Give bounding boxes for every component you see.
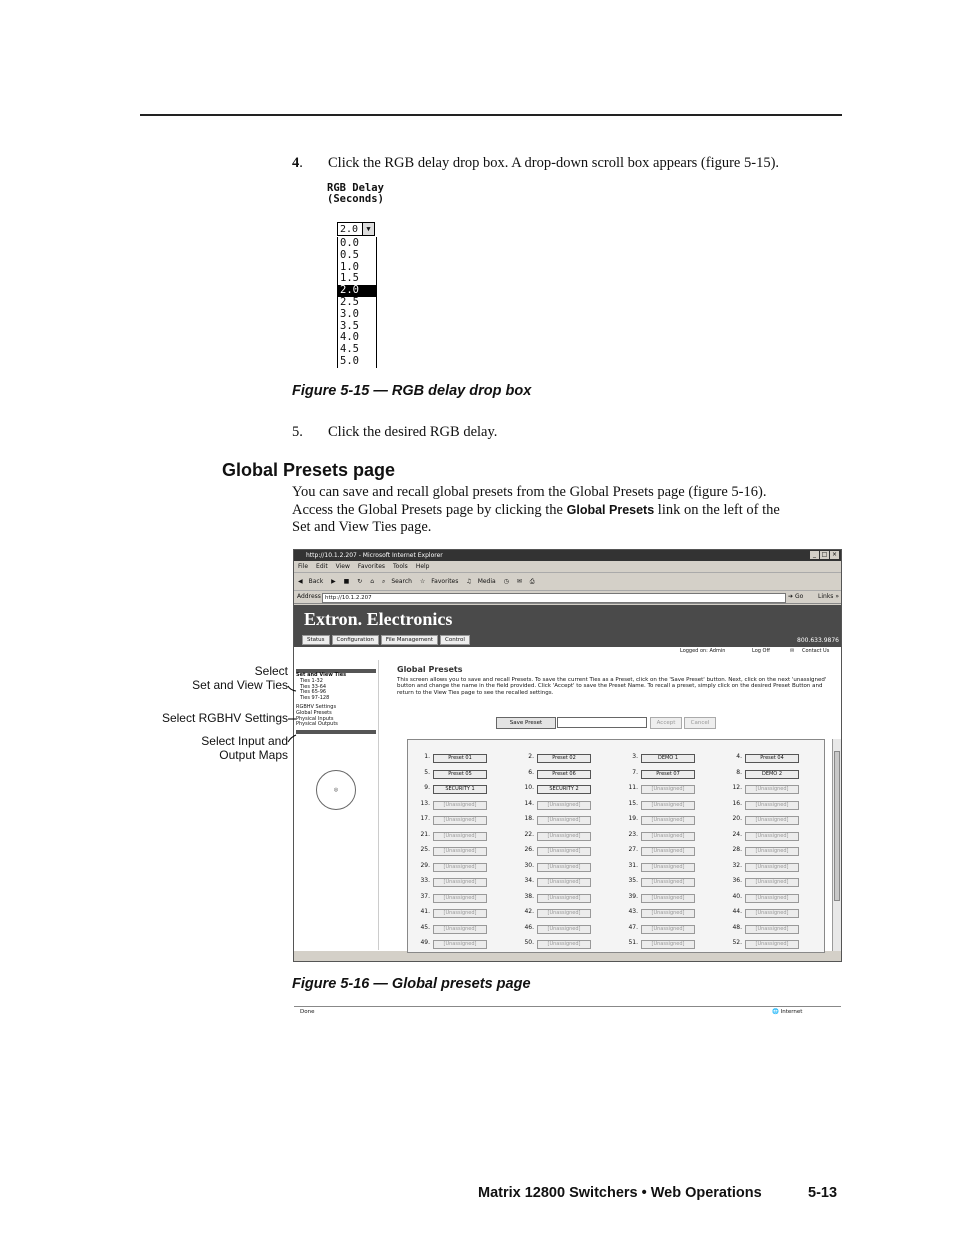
preset-number: 40. [732,892,742,900]
preset-number: 24. [732,830,742,838]
rgb-delay-selected-value: 2.0 [340,224,359,235]
preset-number: 16. [732,799,742,807]
preset-number: 2. [528,753,534,760]
preset-name-input[interactable] [557,717,647,728]
preset-button[interactable]: [Unassigned] [641,847,695,856]
preset-number: 46. [524,923,534,931]
rgb-delay-option[interactable]: 3.0 [340,307,359,320]
preset-button[interactable]: [Unassigned] [745,940,799,949]
preset-button[interactable]: [Unassigned] [641,909,695,918]
preset-number: 33. [420,877,430,884]
rgb-delay-option[interactable]: 0.5 [340,248,359,261]
preset-button[interactable]: [Unassigned] [745,816,799,825]
body-line-2: Access the Global Presets page by clicking the Global Presets link on the left of the [292,501,780,518]
go-button[interactable]: ➔ Go [788,593,804,600]
sidebar-divider [378,660,379,950]
rgb-delay-title-line1: RGB Delay [327,182,384,194]
preset-number: 10. [524,784,534,791]
global-presets-link-text: Global Presets [566,502,655,517]
preset-number: 9. [424,784,430,791]
sidebar-items [296,673,376,728]
preset-number: 27. [628,846,638,853]
rgb-delay-options-list[interactable] [337,237,377,368]
tab-file-management[interactable]: File Management [381,635,438,645]
preset-number: 18. [524,815,534,822]
footer-page-number: 5-13 [808,1185,838,1201]
search-icon: ⌕ [381,578,386,585]
address-input[interactable]: http://10.1.2.207 [322,593,786,603]
search-button[interactable]: Search [391,578,412,585]
menu-item-view[interactable]: View [335,563,350,570]
body-line-3: Set and View Ties page. [292,519,432,535]
preset-button[interactable]: [Unassigned] [433,863,487,872]
status-done: Done [300,1009,315,1015]
preset-number: 23. [628,830,638,838]
tab-configuration[interactable]: Configuration [332,635,379,645]
preset-number: 26. [524,846,534,853]
preset-number: 14. [524,799,534,807]
preset-button[interactable]: [Unassigned] [537,863,591,872]
favorites-icon: ☆ [419,578,426,585]
minimize-icon[interactable]: _ [810,551,819,559]
menu-item-tools[interactable]: Tools [393,563,408,570]
preset-number: 4. [736,753,742,760]
close-icon[interactable]: × [831,551,838,558]
preset-button[interactable]: [Unassigned] [537,909,591,918]
extron-banner [294,605,841,647]
preset-button[interactable]: [Unassigned] [641,940,695,949]
preset-number: 41. [420,908,430,915]
tab-control[interactable]: Control [440,635,470,645]
preset-button[interactable]: [Unassigned] [537,925,591,934]
log-off-link[interactable]: Log Off [752,648,770,654]
favorites-button[interactable]: Favorites [431,578,459,585]
preset-button[interactable]: [Unassigned] [433,847,487,856]
preset-number: 44. [732,908,742,915]
preset-button[interactable]: Preset 02 [537,754,591,763]
header-rule [140,114,842,116]
browser-menubar [294,561,841,573]
callout-3-line-1: Select Input and [201,734,288,748]
preset-button[interactable]: [Unassigned] [745,925,799,934]
scrollbar-thumb[interactable] [834,751,840,901]
home-icon[interactable]: ⌂ [370,578,375,585]
menu-item-help[interactable]: Help [415,563,430,570]
menu-item-file[interactable]: File [298,563,309,570]
preset-number: 49. [420,939,430,946]
address-label: Address [297,593,321,600]
back-button[interactable]: Back [308,578,324,585]
preset-button[interactable]: Preset 04 [745,754,799,763]
preset-number: 35. [628,877,638,884]
sidebar-item[interactable]: Set and View Ties [296,672,347,678]
preset-number: 47. [628,923,638,931]
preset-button[interactable]: [Unassigned] [745,832,799,841]
window-controls [810,551,839,559]
preset-button[interactable]: [Unassigned] [641,925,695,934]
preset-number: 13. [420,799,430,807]
media-icon: ♫ [466,578,472,585]
footer-title: Matrix 12800 Switchers • Web Operations [478,1185,762,1201]
preset-button[interactable]: [Unassigned] [745,894,799,903]
preset-number: 39. [628,892,638,900]
sidebar-item[interactable]: Ties 33-64 [300,683,327,690]
print-icon[interactable]: ⎙ [529,578,535,585]
status-bar [294,1006,841,1016]
preset-number: 30. [524,861,534,869]
rgb-delay-option[interactable]: 4.5 [340,343,359,356]
leader-line-3 [288,735,296,742]
sidebar-item[interactable]: RGBHV Settings [296,703,337,710]
preset-number: 36. [732,877,742,884]
rgb-delay-option[interactable]: 3.5 [340,319,359,332]
callout-rgbhv-settings: Select RGBHV Settings [161,711,288,725]
rgb-delay-option[interactable]: 5.0 [340,354,359,367]
preset-button[interactable]: [Unassigned] [537,801,591,810]
mail-icon: ✉ [790,648,795,654]
body-line-1: You can save and recall global presets from the Global Presets page (figure 5-16). [292,484,767,500]
save-preset-button[interactable]: Save Preset [496,717,556,729]
preset-number: 15. [628,799,638,807]
preset-button[interactable]: [Unassigned] [745,785,799,794]
page-description: This screen allows you to save and recall Presets. To save the current Ties as a Preset, click on the 'Save Preset' button. Next, click on the next 'unassigned' button and change the name in the field provided. Click 'Accept' to save the Preset Name. To recall a preset, simply click on the desired Preset Button and return to the View Ties page to see the recalled settings. [397,676,827,696]
preset-button[interactable]: [Unassigned] [537,832,591,841]
maximize-icon[interactable]: □ [821,551,828,558]
rgb-delay-select[interactable] [337,222,375,236]
internet-zone: 🌐 Internet [772,1009,803,1015]
preset-button[interactable]: [Unassigned] [433,832,487,841]
browser-toolbar [294,573,841,591]
preset-grid [407,739,825,953]
preset-button[interactable]: [Unassigned] [433,801,487,810]
preset-number: 21. [420,830,430,838]
preset-button[interactable]: Preset 05 [433,770,487,779]
step-5-number: 5. [292,424,303,440]
step-4-text: Click the RGB delay drop box. A drop-down scroll box appears (figure 5-15). [328,155,780,171]
login-bar [294,647,841,655]
preset-number: 50. [524,939,534,946]
preset-number: 12. [732,784,742,791]
preset-button[interactable]: [Unassigned] [433,816,487,825]
preset-number: 6. [528,768,534,776]
phone-number: 800.633.9876 [797,637,839,644]
preset-button[interactable]: Preset 07 [641,770,695,779]
preset-number: 22. [524,830,534,838]
browser-title: http://10.1.2.207 - Microsoft Internet Explorer [306,552,443,559]
browser-titlebar [294,550,841,561]
rgb-delay-title [327,183,384,205]
menu-item-edit[interactable]: Edit [316,563,328,570]
preset-number: 1. [424,753,430,760]
preset-button[interactable]: [Unassigned] [537,847,591,856]
preset-number: 25. [420,846,430,853]
cancel-button[interactable]: Cancel [684,717,716,729]
preset-button[interactable]: [Unassigned] [745,909,799,918]
sidebar-item[interactable]: Physical Outputs [296,721,338,728]
preset-button[interactable]: [Unassigned] [433,909,487,918]
preset-button[interactable]: [Unassigned] [745,878,799,887]
preset-button[interactable]: [Unassigned] [745,847,799,856]
preset-button[interactable]: [Unassigned] [641,863,695,872]
menu-item-favorites[interactable]: Favorites [357,563,386,570]
preset-button[interactable]: Preset 01 [433,754,487,763]
preset-number: 31. [628,861,638,869]
preset-number: 37. [420,892,430,900]
preset-number: 8. [736,768,742,776]
preset-button[interactable]: Preset 06 [537,770,591,779]
callout-input-output-maps [150,734,288,762]
preset-button[interactable]: [Unassigned] [745,863,799,872]
preset-button[interactable]: [Unassigned] [641,801,695,810]
preset-number: 20. [732,815,742,822]
logged-on-text: Logged on: Admin [680,648,726,654]
refresh-icon[interactable]: ↻ [357,578,363,585]
stop-icon[interactable]: ■ [343,578,350,585]
preset-number: 34. [524,877,534,884]
preset-number: 48. [732,923,742,931]
history-icon[interactable]: ◷ [503,578,509,585]
figure-5-16-caption: Figure 5-16 — Global presets page [292,976,531,992]
back-icon[interactable]: ◀ [298,578,303,585]
page-title: Global Presets [397,665,463,674]
rgb-delay-option[interactable]: 0.0 [340,237,359,249]
preset-number: 11. [628,784,638,791]
preset-button[interactable]: [Unassigned] [641,816,695,825]
callout-leader-lines [286,680,300,750]
preset-number: 29. [420,861,430,869]
step-4-number: 4. [292,155,303,171]
tab-status[interactable]: Status [302,635,330,645]
callout-1-line-1: Select [254,664,288,678]
forward-icon[interactable]: ▶ [331,578,336,585]
mail-icon[interactable]: ✉ [516,578,522,585]
step-5-text: Click the desired RGB delay. [328,424,498,440]
preset-button[interactable]: DEMO 2 [745,770,799,779]
preset-number: 43. [628,908,638,915]
brand-logo: Extron. Electronics [304,609,453,629]
sidebar-bottom-bar [296,730,376,734]
leader-line-1 [288,686,296,691]
vertical-scrollbar[interactable] [832,739,841,951]
figure-5-15-caption: Figure 5-15 — RGB delay drop box [292,383,532,399]
accept-button[interactable]: Accept [650,717,682,729]
rgb-delay-title-line2: (Seconds) [327,193,384,205]
preset-button[interactable]: [Unassigned] [641,894,695,903]
preset-button[interactable]: [Unassigned] [433,940,487,949]
extron-seal-logo: ◎ [316,770,356,810]
preset-button[interactable]: [Unassigned] [433,925,487,934]
preset-button[interactable]: [Unassigned] [641,832,695,841]
preset-button[interactable]: [Unassigned] [641,878,695,887]
sidebar-item[interactable]: Physical Inputs [296,715,334,722]
links-button[interactable]: Links » [818,593,839,600]
preset-number: 3. [632,753,638,760]
nav-tabs [302,635,470,645]
callout-3-line-2: Output Maps [219,748,288,762]
sidebar-item[interactable]: Ties 65-96 [300,689,327,696]
preset-number: 19. [628,815,638,822]
rgb-delay-option[interactable]: 2.0 [338,285,376,297]
media-button[interactable]: Media [477,578,496,585]
rgb-delay-option[interactable]: 4.0 [340,331,359,344]
sidebar-item[interactable]: Global Presets [296,709,332,716]
main-content [397,667,837,696]
callout-set-and-view-ties [150,664,288,692]
preset-button[interactable]: [Unassigned] [433,878,487,887]
preset-button[interactable]: [Unassigned] [745,801,799,810]
preset-number: 5. [424,768,430,776]
preset-number: 42. [524,908,534,915]
preset-number: 45. [420,923,430,931]
preset-number: 51. [628,939,638,946]
section-heading: Global Presets page [222,460,396,480]
contact-us-link[interactable]: Contact Us [802,648,830,654]
preset-number: 17. [420,815,430,822]
preset-button[interactable]: [Unassigned] [641,785,695,794]
rgb-delay-option[interactable]: 1.0 [340,260,359,273]
body-paragraph [292,484,842,537]
sidebar-item[interactable]: Ties 1-32 [300,677,323,684]
preset-number: 38. [524,892,534,900]
preset-button[interactable]: [Unassigned] [537,894,591,903]
preset-button[interactable]: SECURITY 2 [537,785,591,794]
preset-number: 32. [732,861,742,869]
sidebar-item[interactable]: Ties 97-128 [300,695,330,702]
preset-button[interactable]: [Unassigned] [537,816,591,825]
address-bar [294,591,841,604]
preset-button[interactable]: DEMO 1 [641,754,695,763]
rgb-delay-option[interactable]: 2.5 [340,295,359,308]
callout-1-line-2: Set and View Ties [192,678,288,692]
preset-button[interactable]: [Unassigned] [537,878,591,887]
preset-button[interactable]: [Unassigned] [537,940,591,949]
preset-button[interactable]: SECURITY 1 [433,785,487,794]
preset-number: 52. [732,939,742,946]
chevron-down-icon[interactable]: ▼ [362,223,374,235]
rgb-delay-option[interactable]: 1.5 [340,272,359,285]
preset-number: 28. [732,846,742,853]
sidebar [296,669,376,749]
preset-number: 7. [632,768,638,776]
preset-button[interactable]: [Unassigned] [433,894,487,903]
